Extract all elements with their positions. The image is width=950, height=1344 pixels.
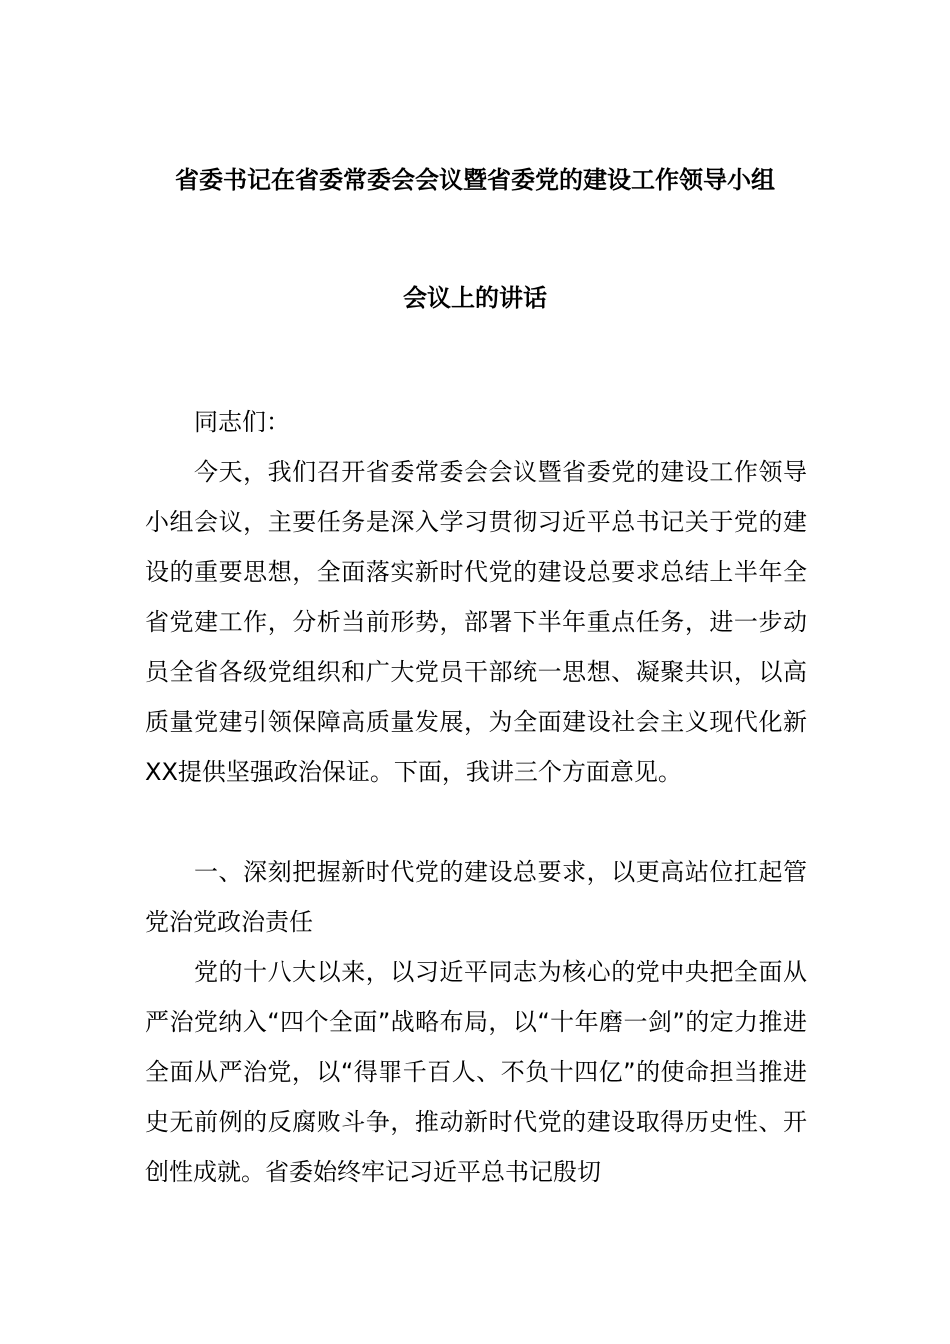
paragraph-section-1: 党的十八大以来，以习近平同志为核心的党中央把全面从严治党纳入“四个全面”战略布局，以“十年磨一剑”的定力推进全面从严治党，以“得罪千百人、不负十四亿”的使命担当推进史无前例的反腐败斗争，推动新时代党的建设取得历史性、开创性成就。省委始终牢记习近平总书记殷切 bbox=[145, 958, 807, 1186]
section-heading-1: 一、深刻把握新时代党的建设总要求，以更高站位扛起管党治党政治责任 bbox=[145, 858, 807, 936]
document-title-line-1: 省委书记在省委常委会会议暨省委党的建设工作领导小组 bbox=[175, 166, 775, 194]
document-title-line-2: 会议上的讲话 bbox=[403, 284, 547, 312]
paragraph-opening: 今天，我们召开省委常委会会议暨省委党的建设工作领导小组会议，主要任务是深入学习贯彻习近平总书记关于党的建设的重要思想，全面落实新时代党的建设总要求总结上半年全省党建工作，分析当前形势，部署下半年重点任务，进一步动员全省各级党组织和广大党员干部统一思想、凝聚共识，以高质量党建引领保障高质量发展，为全面建设社会主义现代化新XX提供坚强政治保证。下面，我讲三个方面意见。 bbox=[145, 458, 807, 786]
salutation: 同志们： bbox=[194, 408, 290, 436]
